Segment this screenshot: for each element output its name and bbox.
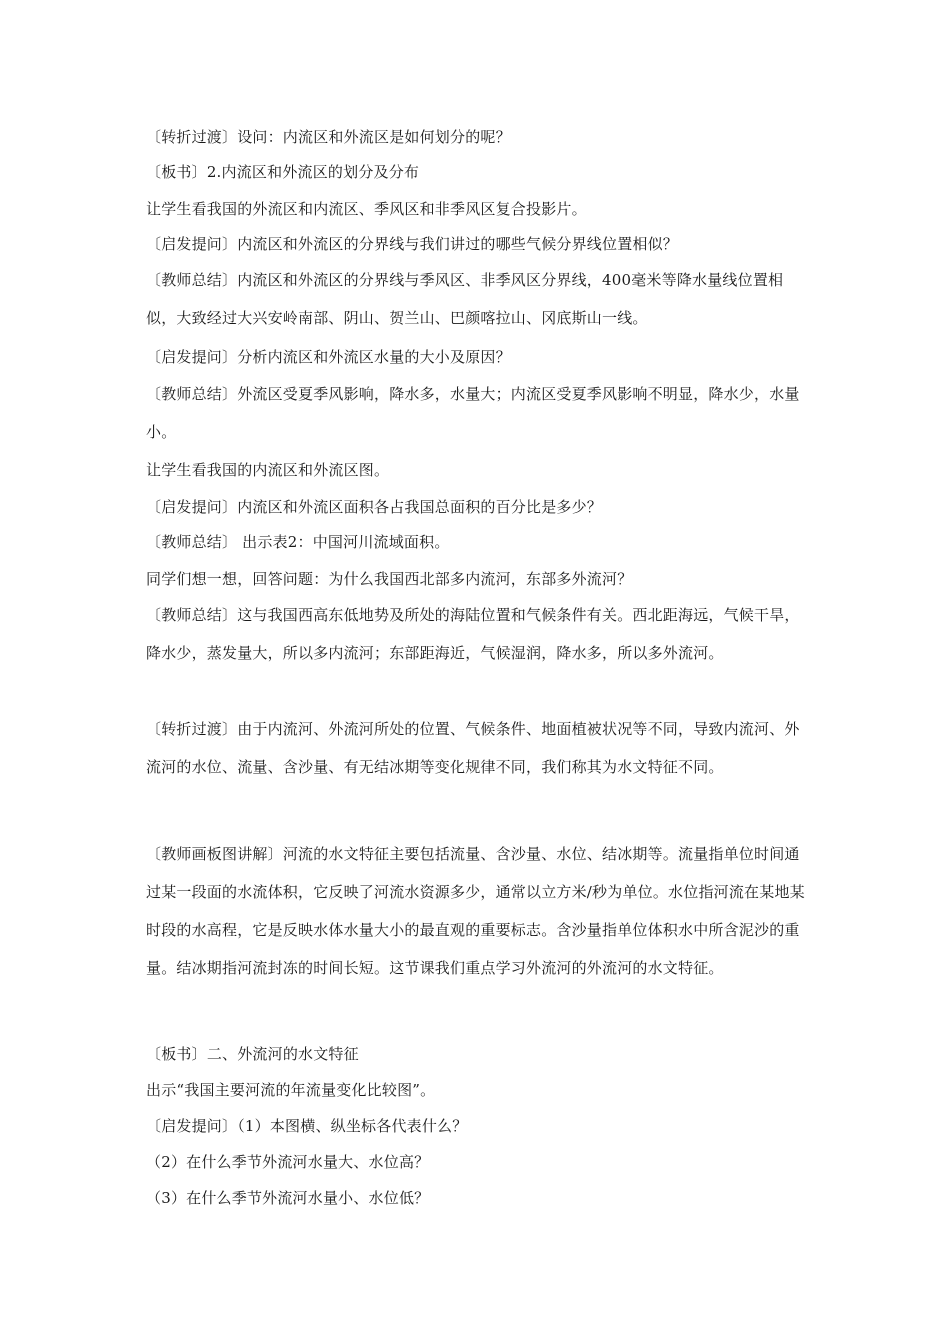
- paragraph-tag: 〔教师总结〕: [146, 271, 238, 289]
- paragraph-text: 让学生看我国的内流区和外流区图。: [146, 461, 390, 479]
- paragraph-explanation: [146, 835, 806, 987]
- paragraph-tag: 〔教师画板图讲解〕: [146, 845, 283, 863]
- paragraph-tag: 〔启发提问〕: [146, 498, 238, 516]
- paragraph-summary-2: [146, 375, 806, 451]
- paragraph-text: 外流区受夏季风影响，降水多，水量大；内流区受夏季风影响不明显，降水少，水量小。: [146, 385, 800, 441]
- paragraph-slide-instruction-1: [146, 190, 806, 228]
- paragraph-text: 同学们想一想，回答问题：为什么我国西北部多内流河，东部多外流河？: [146, 570, 633, 588]
- paragraph-tag: 〔教师总结〕: [146, 533, 238, 551]
- paragraph-transition-2: [146, 710, 806, 786]
- paragraph-text: 这与我国西高东低地势及所处的海陆位置和气候条件有关。西北距海远，气候干旱，降水少，蒸发量大，所以多内流河；东部距海近，气候湿润，降水多，所以多外流河。: [146, 606, 800, 662]
- paragraph-text: （3）在什么季节外流河水量小、水位低？: [146, 1189, 430, 1207]
- paragraph-summary-1: [146, 261, 806, 337]
- paragraph-summary-4: [146, 596, 806, 672]
- paragraph-text: 由于内流河、外流河所处的位置、气候条件、地面植被状况等不同，导致内流河、外流河的水位、流量、含沙量、有无结冰期等变化规律不同，我们称其为水文特征不同。: [146, 720, 800, 776]
- paragraph-text: 分析内流区和外流区水量的大小及原因？: [237, 348, 511, 366]
- paragraph-tag: 〔板书〕: [146, 163, 207, 181]
- paragraph-text: 二、外流河的水文特征: [206, 1045, 359, 1063]
- paragraph-prompt-1: [146, 225, 806, 263]
- paragraph-board-heading-2: [146, 1035, 806, 1073]
- paragraph-show-chart: [146, 1071, 806, 1109]
- paragraph-text: 2.内流区和外流区的划分及分布: [206, 163, 420, 181]
- paragraph-text: 出示表2：中国河川流域面积。: [237, 533, 450, 551]
- paragraph-text: 让学生看我国的外流区和内流区、季风区和非季风区复合投影片。: [146, 200, 587, 218]
- paragraph-question-2: [146, 1143, 806, 1181]
- paragraph-tag: 〔启发提问〕: [146, 235, 238, 253]
- paragraph-question: [146, 560, 806, 598]
- paragraph-text: 设问：内流区和外流区是如何划分的呢？: [237, 128, 511, 146]
- paragraph-prompt-2: [146, 338, 806, 376]
- paragraph-slide-instruction-2: [146, 451, 806, 489]
- paragraph-text: 内流区和外流区面积各占我国总面积的百分比是多少？: [237, 498, 603, 516]
- paragraph-text: 河流的水文特征主要包括流量、含沙量、水位、结冰期等。流量指单位时间通过某一段面的水流体积，它反映了河流水资源多少，通常以立方米/秒为单位。水位指河流在某地某时段的水高程，它是反映水体水量大小的最直观的重要标志。含沙量指单位体积水中所含泥沙的重量。结冰期指河流封冻的时间长短。这节课我们重点学习外流河的外流河的水文特征。: [146, 845, 805, 977]
- paragraph-tag: 〔板书〕: [146, 1045, 207, 1063]
- paragraph-prompt-3: [146, 488, 806, 526]
- paragraph-text: 内流区和外流区的分界线与季风区、非季风区分界线，400毫米等降水量线位置相似，大致经过大兴安岭南部、阴山、贺兰山、巴颜喀拉山、冈底斯山一线。: [146, 271, 784, 327]
- paragraph-question-3: [146, 1179, 806, 1217]
- paragraph-text: 出示“我国主要河流的年流量变化比较图”。: [146, 1081, 436, 1099]
- paragraph-text: （1）本图横、纵坐标各代表什么？: [237, 1117, 468, 1135]
- paragraph-tag: 〔教师总结〕: [146, 606, 238, 624]
- paragraph-board-heading-1: [146, 153, 806, 191]
- paragraph-tag: 〔转折过渡〕: [146, 720, 238, 738]
- paragraph-tag: 〔启发提问〕: [146, 1117, 238, 1135]
- paragraph-tag: 〔转折过渡〕: [146, 128, 238, 146]
- paragraph-prompt-4: [146, 1107, 806, 1145]
- paragraph-transition-question: [146, 118, 806, 156]
- paragraph-tag: 〔启发提问〕: [146, 348, 238, 366]
- paragraph-text: 内流区和外流区的分界线与我们讲过的哪些气候分界线位置相似？: [237, 235, 679, 253]
- paragraph-text: （2）在什么季节外流河水量大、水位高？: [146, 1153, 430, 1171]
- paragraph-tag: 〔教师总结〕: [146, 385, 238, 403]
- paragraph-summary-3: [146, 523, 806, 561]
